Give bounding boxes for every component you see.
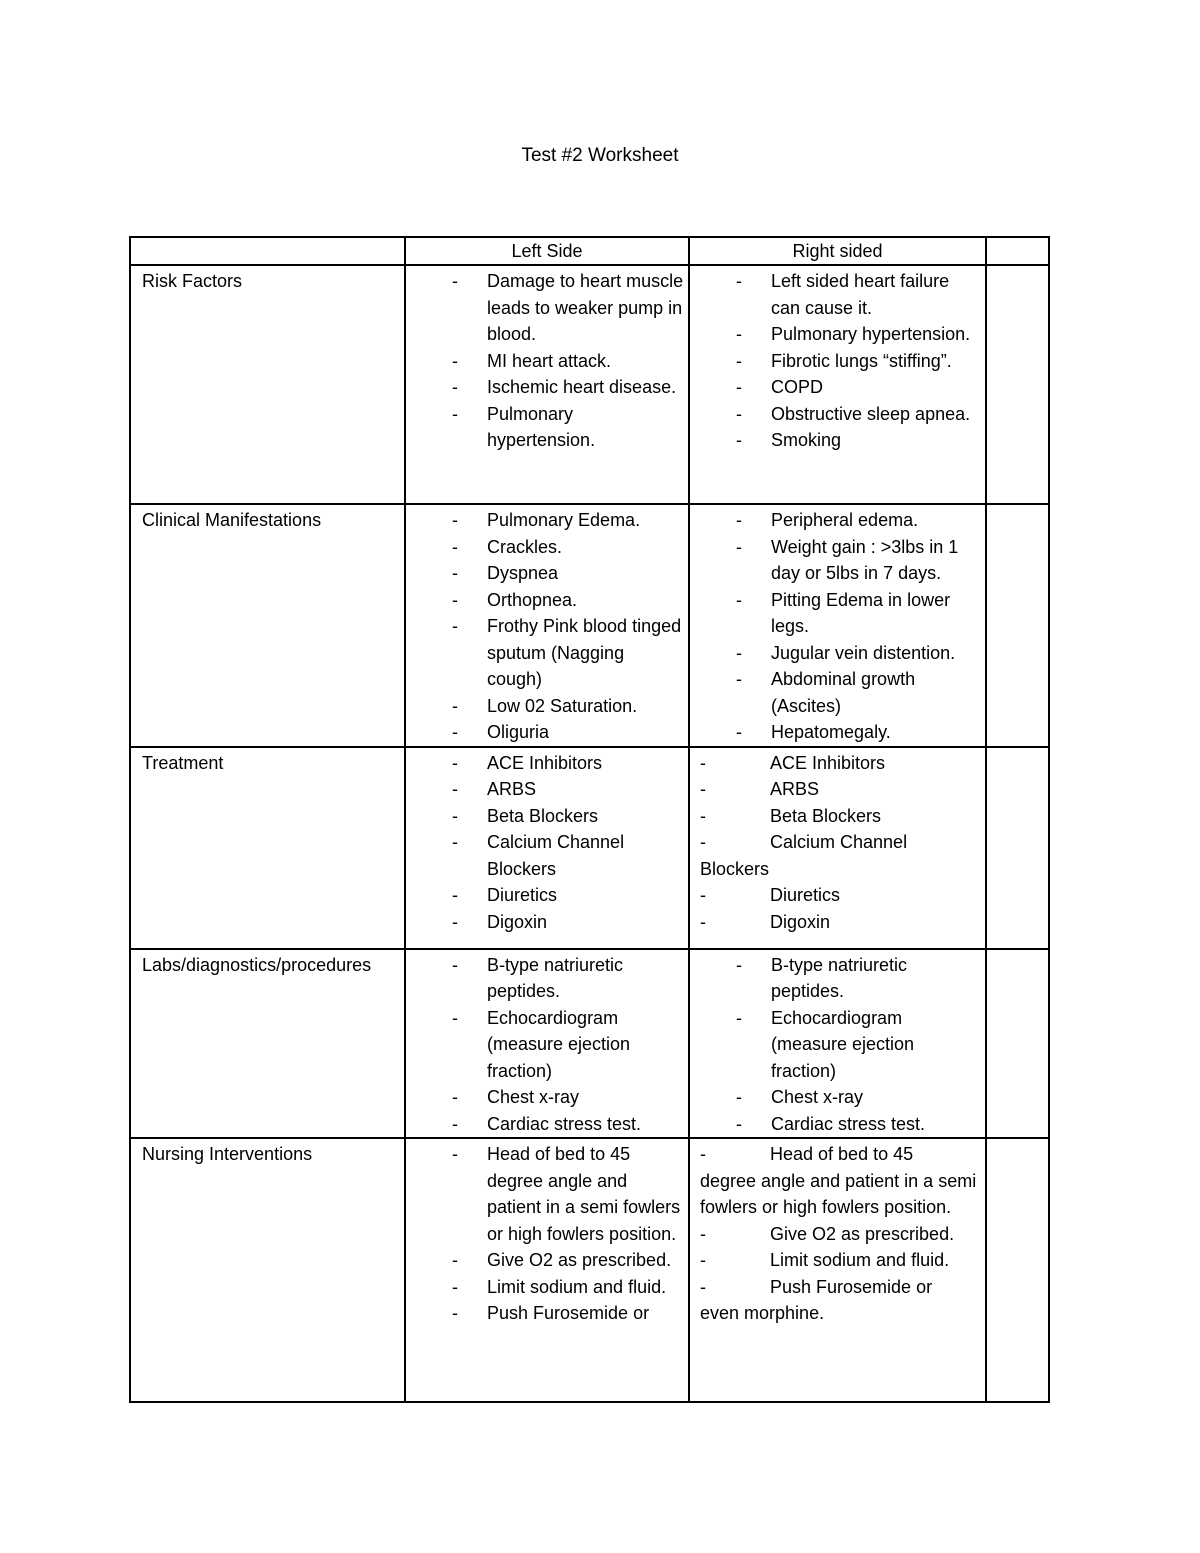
list-item: - Push Furosemide or — [406, 1300, 684, 1327]
labs-left-cell — [405, 949, 689, 1139]
list-item: - Orthopnea. — [406, 587, 684, 614]
list-item-continuation: even morphine. — [700, 1303, 825, 1323]
list-item: - B-type natriuretic peptides. — [690, 952, 981, 1005]
treatment-extra-cell — [986, 747, 1049, 949]
list-item: - Dyspnea — [406, 560, 684, 587]
list-item: - Digoxin — [406, 909, 684, 936]
row-label-clinical-manifestations: Clinical Manifestations — [130, 504, 405, 747]
list-item: - Diuretics — [700, 885, 841, 905]
list-item-continuation: Blockers — [700, 858, 770, 879]
list-item: - Diuretics — [406, 882, 684, 909]
list-item: - Left sided heart failure can cause it. — [690, 268, 981, 321]
list-item: - Limit sodium and fluid. — [700, 1250, 950, 1270]
clinical-left-cell — [405, 504, 689, 747]
heart-failure-table — [129, 236, 1050, 1403]
table-row-risk-factors — [130, 265, 1049, 504]
list-item: - ARBS — [406, 776, 684, 803]
list-item: - Head of bed to 45 — [700, 1144, 914, 1164]
nursing-extra-cell — [986, 1138, 1049, 1402]
treatment-right-cell — [689, 747, 986, 949]
list-item: - ARBS — [700, 779, 820, 799]
list-item: - Push Furosemide or — [700, 1276, 933, 1297]
list-item: - Peripheral edema. — [690, 507, 981, 534]
list-item: - Give O2 as prescribed. — [406, 1247, 684, 1274]
list-item: - Pulmonary Edema. — [406, 507, 684, 534]
header-right-sided: Right sided — [689, 237, 986, 265]
list-item: - Digoxin — [700, 911, 831, 932]
list-item: - Chest x-ray — [690, 1084, 981, 1111]
list-item: - Smoking — [690, 427, 981, 454]
header-category — [130, 237, 405, 265]
list-item: - Crackles. — [406, 534, 684, 561]
risk-extra-cell — [986, 265, 1049, 504]
table-row-labs — [130, 949, 1049, 1139]
list-item: - COPD — [690, 374, 981, 401]
list-item: - Chest x-ray — [406, 1084, 684, 1111]
list-item: - MI heart attack. — [406, 348, 684, 375]
header-extra — [986, 237, 1049, 265]
row-label-nursing-interventions: Nursing Interventions — [130, 1138, 405, 1402]
list-item: - Calcium Channel — [700, 832, 908, 852]
header-row — [130, 237, 1049, 265]
list-item: - Abdominal growth (Ascites) — [690, 666, 981, 719]
list-item-continuation: degree angle and patient in a semi fowlers or high fowlers position. — [700, 1170, 977, 1217]
list-item: - Echocardiogram (measure ejection fraction) — [690, 1005, 981, 1085]
page-title: Test #2 Worksheet — [521, 145, 679, 166]
list-item: - Cardiac stress test. — [690, 1111, 981, 1138]
list-item: - Give O2 as prescribed. — [700, 1223, 955, 1244]
list-item: - Pulmonary hypertension. — [690, 321, 981, 348]
list-item: - Frothy Pink blood tinged sputum (Nagging cough) — [406, 613, 684, 693]
row-label-risk-factors: Risk Factors — [130, 265, 405, 504]
list-item: - Hepatomegaly. — [690, 719, 981, 746]
list-item: - Calcium Channel Blockers — [406, 829, 684, 882]
list-item: - Damage to heart muscle leads to weaker pump in blood. — [406, 268, 684, 348]
list-item: - Oliguria — [406, 719, 684, 746]
list-item: - Beta Blockers — [700, 805, 882, 826]
list-item: - Jugular vein distention. — [690, 640, 981, 667]
row-label-labs: Labs/diagnostics/procedures — [130, 949, 405, 1139]
clinical-extra-cell — [986, 504, 1049, 747]
list-item: - Cardiac stress test. — [406, 1111, 684, 1138]
list-item: - Beta Blockers — [406, 803, 684, 830]
risk-right-cell — [689, 265, 986, 504]
risk-left-cell — [405, 265, 689, 504]
list-item: - Pitting Edema in lower legs. — [690, 587, 981, 640]
list-item: - B-type natriuretic peptides. — [406, 952, 684, 1005]
row-label-treatment: Treatment — [130, 747, 405, 949]
list-item: - Low 02 Saturation. — [406, 693, 684, 720]
list-item: - Echocardiogram (measure ejection fraction) — [406, 1005, 684, 1085]
treatment-left-cell — [405, 747, 689, 949]
table-row-treatment — [130, 747, 1049, 949]
table-row-nursing-interventions — [130, 1138, 1049, 1402]
list-item: - Fibrotic lungs “stiffing”. — [690, 348, 981, 375]
list-item: - ACE Inhibitors — [700, 752, 886, 773]
clinical-right-cell — [689, 504, 986, 747]
list-item: - Obstructive sleep apnea. — [690, 401, 981, 428]
nursing-right-cell — [689, 1138, 986, 1402]
list-item: - Ischemic heart disease. — [406, 374, 684, 401]
nursing-left-cell — [405, 1138, 689, 1402]
list-item: - Pulmonary hypertension. — [406, 401, 684, 454]
list-item: - ACE Inhibitors — [406, 750, 684, 777]
list-item: - Head of bed to 45 degree angle and patient in a semi fowlers or high fowlers position. — [406, 1141, 684, 1247]
header-left-side: Left Side — [405, 237, 689, 265]
labs-right-cell — [689, 949, 986, 1139]
list-item: - Weight gain : >3lbs in 1 day or 5lbs in 7 days. — [690, 534, 981, 587]
labs-extra-cell — [986, 949, 1049, 1139]
table-row-clinical-manifestations — [130, 504, 1049, 747]
list-item: - Limit sodium and fluid. — [406, 1274, 684, 1301]
